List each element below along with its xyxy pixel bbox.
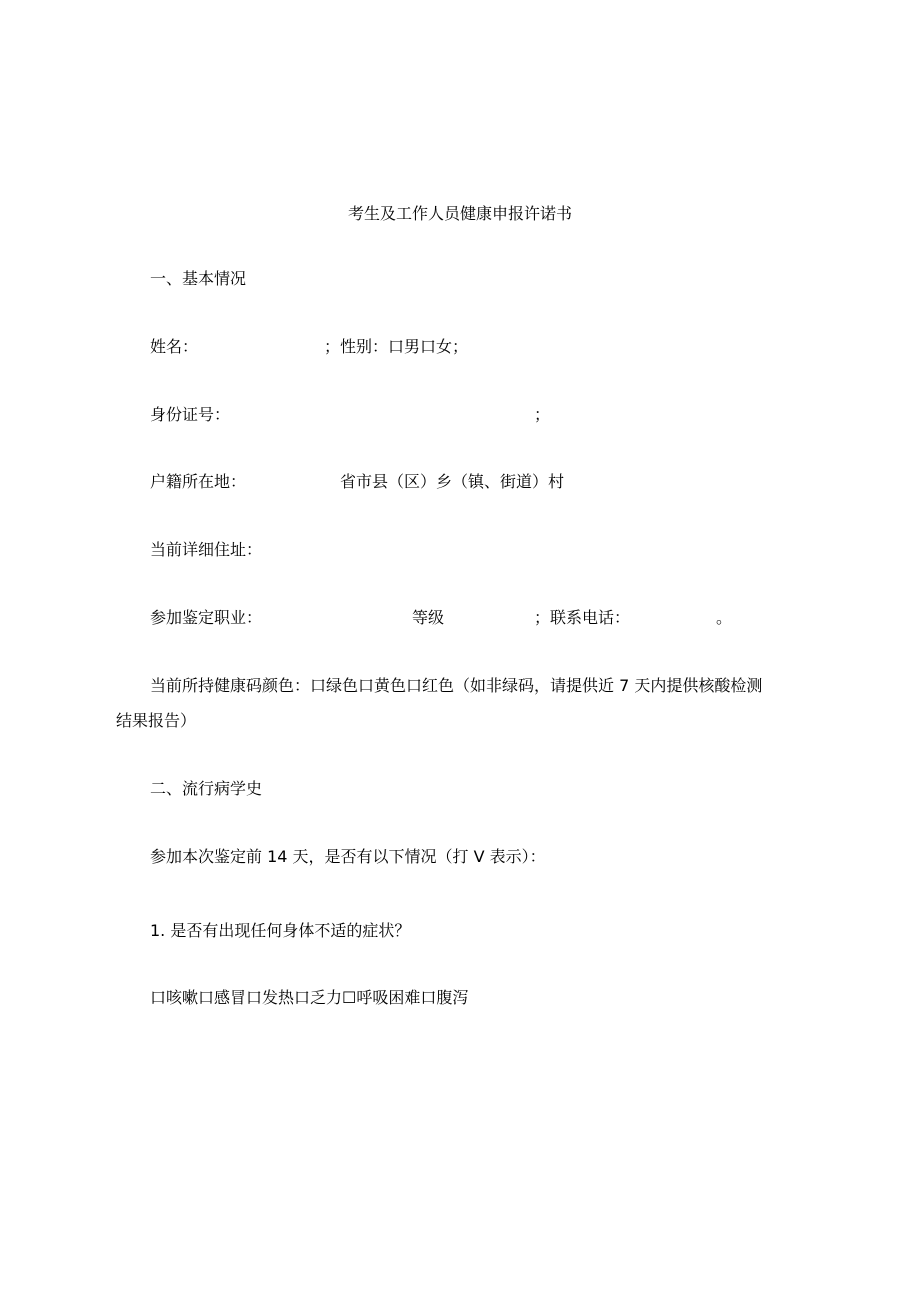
address-label: 当前详细住址： [150,540,263,559]
question-1-options: 口咳嗽口感冒口发热口乏力☐呼吸困难口腹泻 [150,988,469,1007]
section-basic-info-heading: 一、基本情况 [150,269,247,288]
id-number-end: ； [534,405,551,424]
gender-options: ；性别：口男口女； [324,337,469,356]
phone-end: 。 [716,608,733,627]
health-code-line-2: 结果报告） [116,711,197,730]
section-epidemiology-heading: 二、流行病学史 [150,779,263,798]
level-label: 等级 [412,608,445,627]
health-code-line-1: 当前所持健康码颜色：口绿色口黄色口红色（如非绿码，请提供近 7 天内提供核酸检测 [150,676,763,695]
phone-label: ；联系电话： [534,608,631,627]
epidemiology-intro: 参加本次鉴定前 14 天，是否有以下情况（打 V 表示）： [150,847,546,866]
id-number-label: 身份证号： [150,405,231,424]
name-label: 姓名： [150,337,199,356]
document-title: 考生及工作人员健康申报许诺书 [347,204,572,223]
question-1: 1. 是否有出现任何身体不适的症状？ [150,921,411,940]
household-units: 省市县（区）乡（镇、街道）村 [340,472,565,491]
occupation-label: 参加鉴定职业： [150,608,263,627]
household-label: 户籍所在地： [150,472,247,491]
